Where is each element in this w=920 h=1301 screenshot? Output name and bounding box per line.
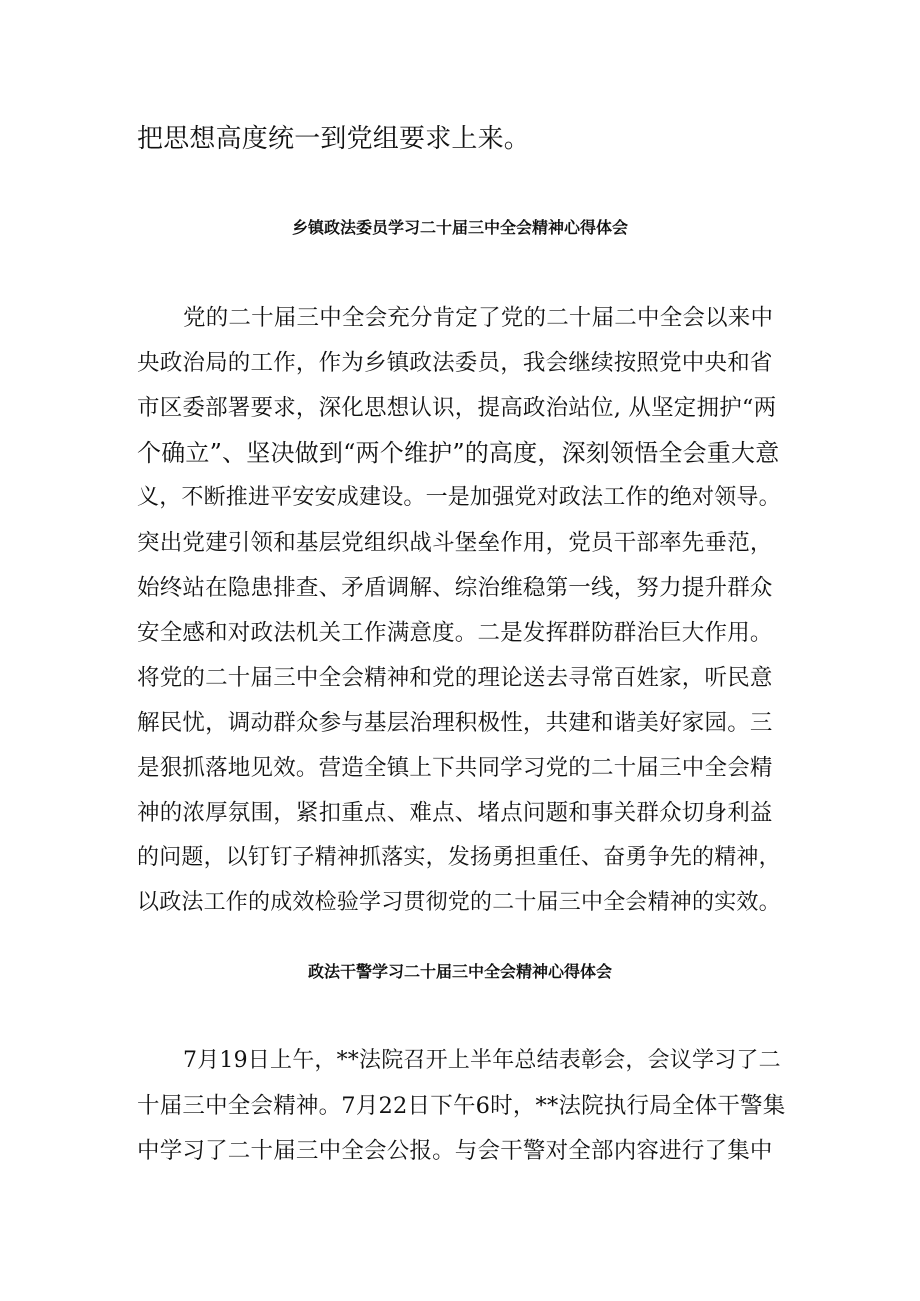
paragraph-line: 义，不断推进平安安成建设。一是加强党对政法工作的绝对领导。	[137, 485, 781, 510]
section-title-police: 政法干警学习二十届三中全会精神心得体会	[307, 962, 612, 981]
paragraph-line: 央政治局的工作，作为乡镇政法委员，我会继续按照党中央和省	[137, 350, 773, 376]
paragraph-line: 的问题，以钉钉子精神抓落实，发扬勇担重任、奋勇争先的精神，	[137, 845, 781, 870]
paragraph-line: 神的浓厚氛围，紧扣重点、难点、堵点问题和事关群众切身利益	[137, 800, 773, 826]
paragraph-line: 始终站在隐患排查、矛盾调解、综治维稳第一线，努力提升群众	[137, 575, 773, 601]
paragraph-line: 7月19日上午，**法院召开上半年总结表彰会，会议学习了二	[183, 1048, 781, 1073]
paragraph-line: 是狠抓落地见效。营造全镇上下共同学习党的二十届三中全会精	[137, 755, 773, 781]
paragraph-line: 将党的二十届三中全会精神和党的理论送去寻常百姓家，听民意	[137, 665, 773, 691]
paragraph-line: 十届三中全会精神。7月22日下午6时，**法院执行局全体干警集	[137, 1093, 786, 1119]
paragraph-line: 以政法工作的成效检验学习贯彻党的二十届三中全会精神的实效。	[137, 890, 781, 915]
paragraph-line: 突出党建引领和基层党组织战斗堡垒作用，党员干部率先垂范，	[137, 530, 773, 556]
paragraph-line: 中学习了二十届三中全会公报。与会干警对全部内容进行了集中	[137, 1138, 773, 1164]
paragraph-line: 个确立”、坚决做到“两个维护”的高度，深刻领悟全会重大意	[137, 439, 780, 467]
paragraph-line: 市区委部署要求，深化思想认识，提高政治站位, 从坚定拥护“两	[137, 395, 777, 421]
paragraph-line: 解民忧，调动群众参与基层治理积极性，共建和谐美好家园。三	[137, 710, 773, 736]
section-title-township: 乡镇政法委员学习二十届三中全会精神心得体会	[291, 218, 628, 237]
paragraph-line: 把思想高度统一到党组要求上来。	[137, 124, 531, 154]
paragraph-line: 党的二十届三中全会充分肯定了党的二十届二中全会以来中	[183, 305, 774, 331]
paragraph-line: 安全感和对政法机关工作满意度。二是发挥群防群治巨大作用。	[137, 620, 773, 646]
